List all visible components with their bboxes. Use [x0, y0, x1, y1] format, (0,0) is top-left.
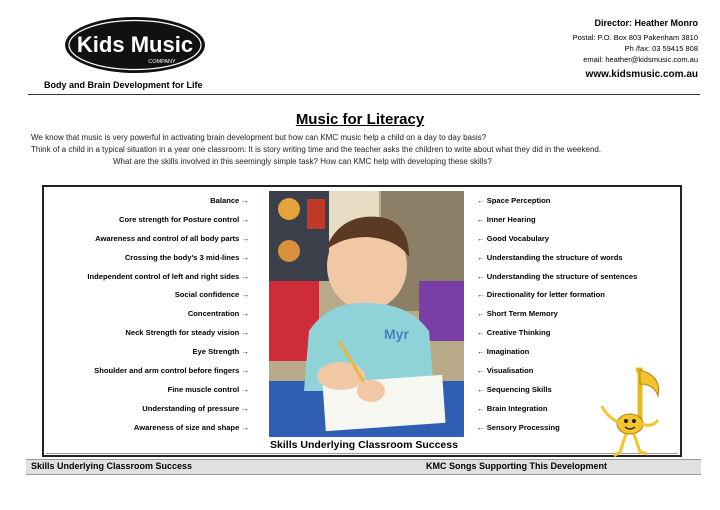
left-skill-item: Understanding of pressure → — [142, 403, 249, 413]
svg-text:COMPANY: COMPANY — [148, 59, 176, 65]
intro-text — [31, 132, 691, 168]
table-header-bar — [26, 459, 701, 475]
right-skill-item: ← Visualisation — [477, 366, 534, 376]
phone-fax: Ph /fax: 03 59415 808 — [624, 44, 698, 53]
left-skill-item: Crossing the body's 3 mid-lines → — [124, 252, 249, 262]
website-link[interactable]: www.kidsmusic.com.au — [585, 69, 698, 80]
left-skill-item: Awareness of size and shape → — [133, 422, 249, 432]
left-skill-item: Shoulder and arm control before fingers → — [94, 366, 249, 376]
intro-question: What are the skills involved in this seemingly simple task? How can KMC help with developing these skills? — [113, 157, 492, 166]
child-writing-photo — [269, 191, 464, 437]
header-divider — [28, 94, 700, 95]
intro-line-1: We know that music is very powerful in activating brain development but how can KMC music help a child on a day to day basis? — [31, 133, 487, 142]
right-skill-item: ← Short Term Memory — [477, 309, 558, 319]
left-skill-item: Core strength for Posture control → — [119, 214, 249, 224]
left-skill-item: Fine muscle control → — [167, 384, 249, 394]
column-header-songs: KMC Songs Supporting This Development — [426, 461, 608, 471]
left-skill-item: Independent control of left and right sides → — [87, 271, 249, 281]
email-address[interactable]: email: heather@kidsmusic.com.au — [583, 55, 698, 64]
left-skill-item: Neck Strength for steady vision → — [125, 328, 249, 338]
right-skill-item: ← Imagination — [477, 347, 530, 357]
panel-divider — [46, 453, 678, 454]
skills-panel — [42, 185, 682, 457]
svg-text:Kids Music: Kids Music — [76, 32, 194, 57]
tagline: Body and Brain Development for Life — [44, 80, 203, 90]
right-skill-item: ← Inner Hearing — [477, 214, 536, 224]
left-skill-item: Eye Strength → — [192, 347, 249, 357]
panel-caption: Skills Underlying Classroom Success — [270, 439, 458, 451]
left-skill-item: Awareness and control of all body parts → — [95, 233, 249, 243]
right-skill-item: ← Directionality for letter formation — [477, 290, 605, 300]
kids-music-company-logo — [64, 16, 206, 74]
intro-line-2: Think of a child in a typical situation in a year one classroom: It is story writing time and the teacher asks the children to write about what they did in the weekend. — [31, 145, 602, 154]
right-skill-item: ← Good Vocabulary — [477, 233, 550, 243]
postal-address: Postal: P.O. Box 803 Pakenham 3810 — [572, 33, 698, 42]
contact-info — [573, 18, 698, 80]
director-name: Director: Heather Monro — [594, 18, 698, 28]
physical-skills-list — [44, 195, 249, 441]
column-header-skills: Skills Underlying Classroom Success — [31, 461, 193, 471]
svg-text:Myr: Myr — [384, 326, 409, 342]
right-skill-item: ← Understanding the structure of sentences — [477, 271, 638, 281]
right-skill-item: ← Understanding the structure of words — [477, 252, 623, 262]
right-skill-item: ← Brain Integration — [477, 403, 548, 413]
left-skill-item: Balance → — [210, 196, 249, 205]
right-skill-item: ← Space Perception — [477, 196, 551, 205]
left-skill-item: Social confidence → — [174, 290, 249, 300]
right-skill-item: ← Sequencing Skills — [477, 384, 552, 394]
page-title: Music for Literacy — [295, 111, 425, 128]
right-skill-item: ← Sensory Processing — [477, 422, 560, 432]
music-note-mascot — [596, 362, 666, 462]
right-skill-item: ← Creative Thinking — [477, 328, 551, 338]
left-skill-item: Concentration → — [187, 309, 249, 319]
